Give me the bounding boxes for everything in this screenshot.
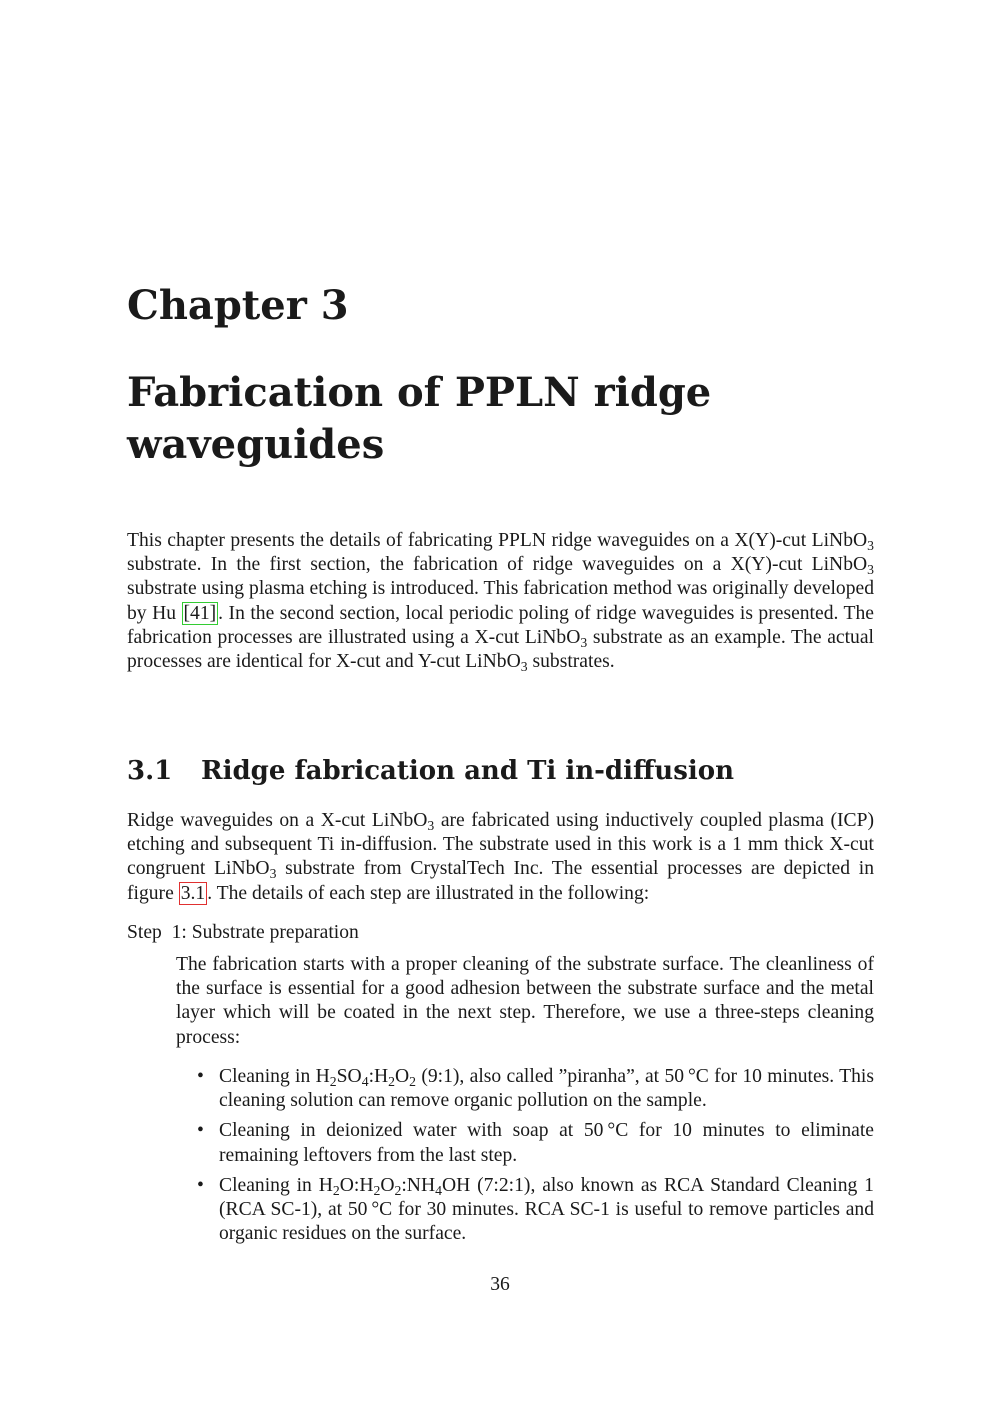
subscript: 3 (427, 818, 435, 834)
step-label: Step 1: Substrate preparation (127, 922, 359, 943)
subscript: 2 (409, 1074, 417, 1090)
subscript: 3 (580, 634, 588, 650)
section-text: substrate from CrystalTech Inc. The essential processes are depicted in figure (127, 858, 874, 904)
subscript: 4 (435, 1182, 442, 1198)
subscript: 2 (329, 1074, 337, 1090)
list-text: Cleaning in deionized water with soap at 50 °C for 10 minutes to eliminate remaining leftovers from the last step. (219, 1120, 874, 1166)
list-text: OH (7:2:1), also known as RCA Standard Cleaning 1 (RCA SC-1), at 50 °C for 30 minutes. RCA SC-1 is useful to remove particles and organic residues on the surface. (219, 1174, 874, 1245)
intro-text: substrate. In the first section, the fabrication of ridge waveguides on a X(Y)-cut LiNbO (127, 554, 868, 576)
subscript: 2 (373, 1182, 381, 1198)
intro-text: . In the second section, local periodic poling of ridge waveguides is presented. The fabrication processes are illustrated using a X-cut LiNbO (127, 602, 874, 648)
chapter-title: Fabrication of PPLN ridge waveguides (127, 369, 712, 468)
list-text: :H (368, 1066, 389, 1087)
section-number: 3.1 (127, 756, 173, 786)
section-title: Ridge fabrication and Ti in-diffusion (201, 756, 734, 786)
list-text: (9:1), also called ”piranha”, at 50 °C for 10 minutes. This cleaning solution can remove organic pollution on the sample. (219, 1066, 874, 1112)
subscript: 2 (332, 1182, 340, 1198)
intro-text: substrate as an example. The actual processes are identical for X-cut and Y-cut LiNbO (127, 626, 874, 673)
intro-paragraph (127, 529, 874, 674)
bullet-icon: • (197, 1174, 204, 1196)
cleaning-steps-list (176, 1065, 874, 1252)
section-text: are fabricated using inductively coupled plasma (ICP) etching and subsequent Ti in-diffusion. The substrate used in this work is a 1 mm thick X-cut congruent LiNbO (127, 810, 874, 880)
intro-text: This chapter presents the details of fabricating PPLN ridge waveguides on a X(Y)-cut LiNbO (127, 530, 868, 551)
page-number: 36 (490, 1274, 510, 1295)
subscript: 3 (520, 659, 528, 675)
list-text: O:H (339, 1174, 374, 1196)
list-text: Cleaning in H (219, 1066, 330, 1087)
subscript: 4 (361, 1074, 369, 1090)
list-text: O (380, 1174, 395, 1196)
list-item (176, 1174, 874, 1247)
subscript: 3 (867, 538, 874, 554)
section-paragraph (127, 809, 874, 906)
subscript: 3 (867, 562, 874, 578)
chapter-label: Chapter 3 (127, 282, 349, 329)
step-paragraph: The fabrication starts with a proper cleaning of the substrate surface. The cleanliness of the surface is essential for a good adhesion between the substrate surface and the metal layer which will be coated in the next step. Therefore, we use a three-steps cleaning process: (176, 954, 874, 1048)
list-text: SO (336, 1066, 362, 1087)
list-text: :NH (401, 1174, 436, 1196)
citation-link[interactable]: [41] (183, 602, 217, 624)
bullet-icon: • (197, 1120, 204, 1142)
intro-text: substrates. (527, 651, 615, 673)
subscript: 2 (394, 1182, 402, 1198)
intro-text: substrate using plasma etching is introduced. This fabrication method was originally developed by Hu (127, 578, 874, 624)
list-item (176, 1065, 874, 1113)
bullet-icon: • (197, 1066, 204, 1087)
section-text: Ridge waveguides on a X-cut LiNbO (127, 810, 428, 831)
section-heading (127, 756, 734, 787)
list-item (176, 1119, 874, 1167)
section-text: . The details of each step are illustrated in the following: (207, 882, 650, 904)
list-text: Cleaning in H (219, 1174, 333, 1196)
figure-link[interactable]: 3.1 (180, 882, 206, 904)
list-text: O (395, 1066, 410, 1087)
subscript: 3 (269, 866, 277, 882)
subscript: 2 (388, 1074, 396, 1090)
